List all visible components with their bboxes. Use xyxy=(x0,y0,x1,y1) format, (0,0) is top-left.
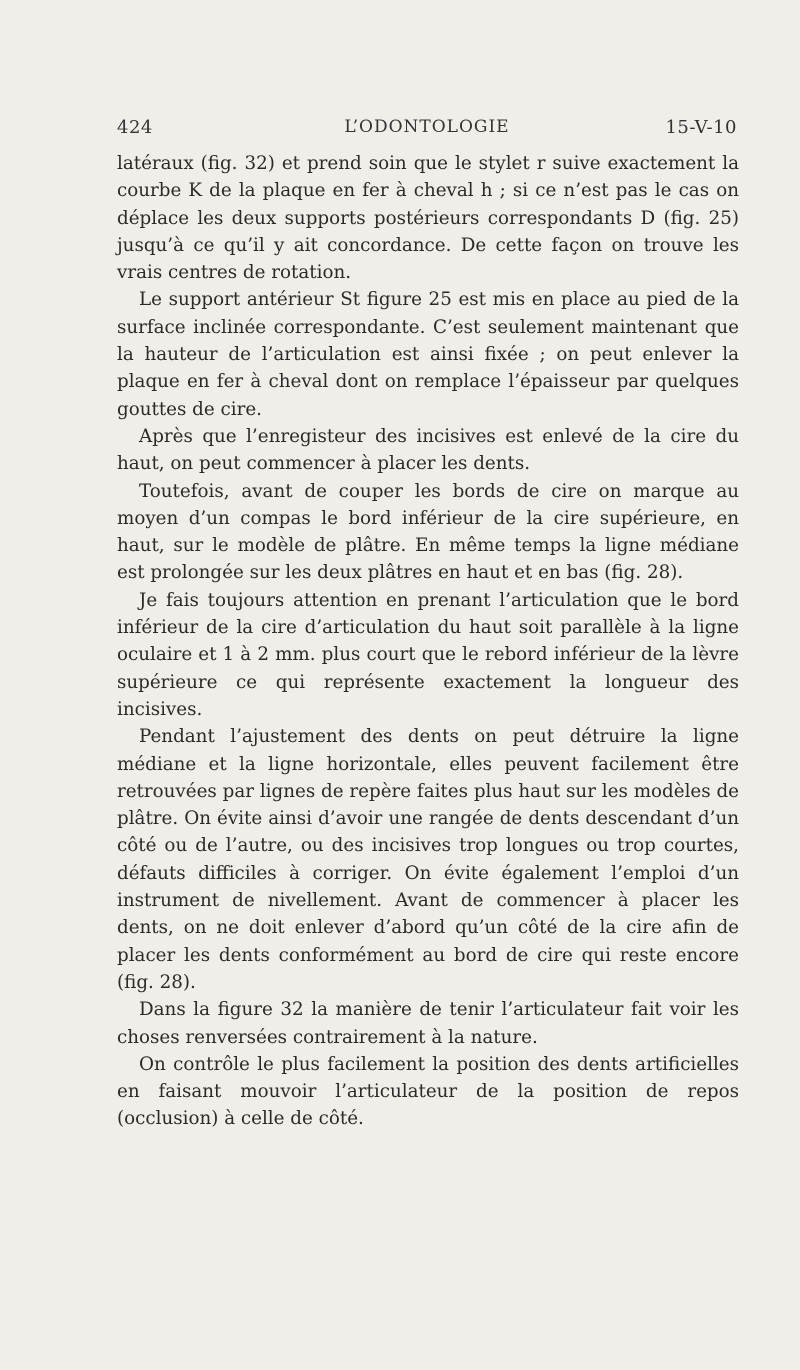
paragraph-1: latéraux (fig. 32) et prend soin que le stylet r suive exactement la courbe K de la plaque en fer à cheval h ; si ce n’est pas le cas on déplace les deux supports postérieurs correspondants D (fig. 25) jusqu’à ce qu’il y ait concordance. De cette façon on trouve les vrais centres de rotation. xyxy=(117,153,739,284)
page-number: 424 xyxy=(117,117,153,138)
paragraph-5: Je fais toujours attention en prenant l’articulation que le bord inférieur de la cire d’articulation du haut soit parallèle à la ligne oculaire et 1 à 2 mm. plus court que le rebord inférieur de la lèvre supérieure ce qui représente exactement la longueur des incisives. xyxy=(117,589,739,720)
running-head xyxy=(117,117,737,143)
paragraph-8: On contrôle le plus facilement la position des dents artificielles en faisant mouvoir l’articulateur de la position de repos (occlusion) à celle de côté. xyxy=(117,1053,739,1130)
paragraph-7: Dans la figure 32 la manière de tenir l’articulateur fait voir les choses renversées contrairement à la nature. xyxy=(117,999,739,1048)
issue-date: 15-V-10 xyxy=(665,117,737,138)
paragraph-4: Toutefois, avant de couper les bords de cire on marque au moyen d’un compas le bord inférieur de la cire supérieure, en haut, sur le modèle de plâtre. En même temps la ligne médiane est prolongée sur les deux plâtres en haut et en bas (fig. 28). xyxy=(117,480,739,584)
paragraph-2: Le support antérieur St figure 25 est mis en place au pied de la surface inclinée correspondante. C’est seulement maintenant que la hauteur de l’articulation est ainsi fixée ; on peut enlever la plaque en fer à cheval dont on remplace l’épaisseur par quelques gouttes de cire. xyxy=(117,289,739,420)
paragraph-3: Après que l’enregisteur des incisives est enlevé de la cire du haut, on peut commencer à placer les dents. xyxy=(117,425,739,475)
paragraph-6: Pendant l’ajustement des dents on peut détruire la ligne médiane et la ligne horizontale, elles peuvent facilement être retrouvées par lignes de repère faites plus haut sur les modèles de plâtre. On évite ainsi d’avoir une rangée de dents descendant d’un côté ou de l’autre, ou des incisives trop longues ou trop courtes, défauts difficiles à corriger. On évite également l’emploi d’un instrument de nivellement. Avant de commencer à placer les dents, on ne doit enlever d’abord qu’un côté de la cire afin de placer les dents conformément au bord de cire qui reste encore (fig. 28). xyxy=(117,726,739,993)
journal-title: L’ODONTOLOGIE xyxy=(344,117,510,137)
body-text xyxy=(117,150,739,1133)
